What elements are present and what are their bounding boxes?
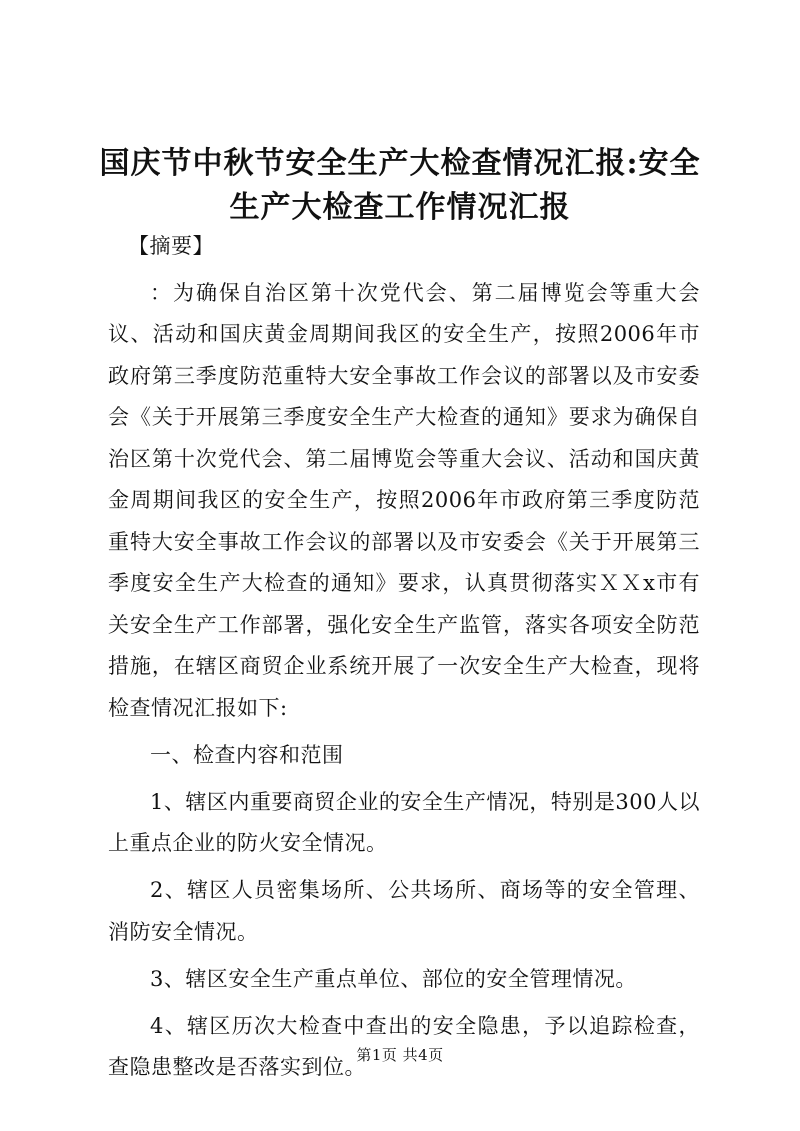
page-footer: 第1页 共4页	[356, 1046, 444, 1064]
section-heading-1: 一、检查内容和范围	[150, 742, 344, 767]
page-title	[60, 142, 740, 230]
document-body	[108, 226, 700, 1094]
abstract-paragraph: ：为确保自治区第十次党代会、第二届博览会等重大会议、活动和国庆黄金周期间我区的安全生产，按照2006年市政府第三季度防范重特大安全事故工作会议的部署以及市安委会《关于开展第三季度安全生产大检查的通知》要求为确保自治区第十次党代会、第二届博览会等重大会议、活动和国庆黄金周期间我区的安全生产，按照2006年市政府第三季度防范重特大安全事故工作会议的部署以及市安委会《关于开展第三季度安全生产大检查的通知》要求，认真贯彻落实ＸＸx市有关安全生产工作部署，强化安全生产监管，落实各项安全防范措施，在辖区商贸企业系统开展了一次安全生产大检查，现将检查情况汇报如下:	[108, 280, 700, 720]
abstract-label: 【摘要】	[128, 234, 214, 258]
list-item-2: 2、辖区人员密集场所、公共场所、商场等的安全管理、消防安全情况。	[108, 878, 700, 944]
title-line-2: 生产大检查工作情况汇报	[229, 190, 571, 225]
list-item-3: 3、辖区安全生产重点单位、部位的安全管理情况。	[150, 966, 637, 991]
list-item-1: 1、辖区内重要商贸企业的安全生产情况，特别是300人以上重点企业的防火安全情况。	[108, 789, 700, 855]
list-item-4: 4、辖区历次大检查中查出的安全隐患，予以追踪检查，查隐患整改是否落实到位。	[108, 1013, 700, 1079]
title-line-1: 国庆节中秋节安全生产大检查情况汇报:安全	[99, 146, 701, 181]
